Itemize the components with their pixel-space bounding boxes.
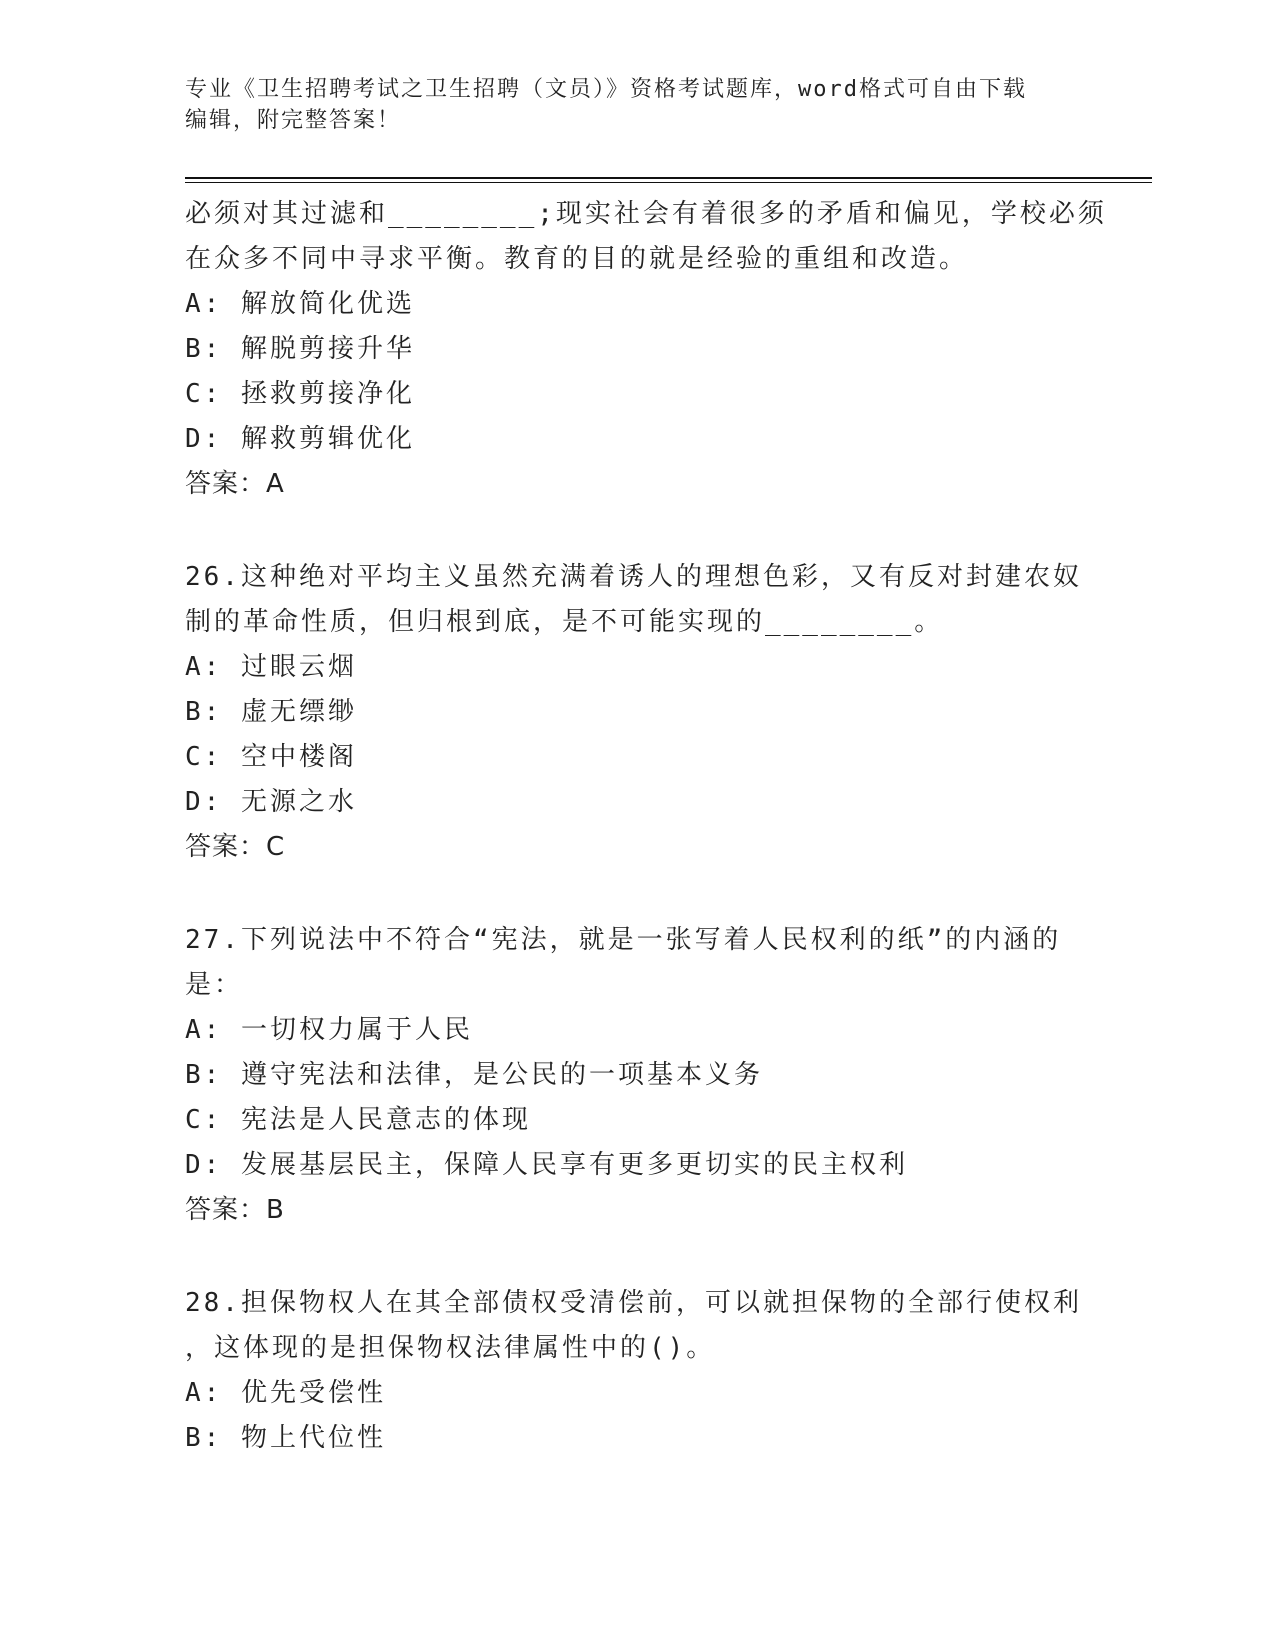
option-c: C: 拯救剪接净化 [185, 379, 415, 409]
question-text-line: 27.下列说法中不符合“宪法，就是一张写着人民权利的纸”的内涵的 [185, 925, 1062, 955]
option-b: B: 物上代位性 [185, 1423, 386, 1453]
question-text-line: ，这体现的是担保物权法律属性中的()。 [185, 1333, 716, 1363]
option-d: D: 解救剪辑优化 [185, 424, 415, 454]
answer: 答案：A [185, 469, 285, 499]
option-a: A: 一切权力属于人民 [185, 1015, 473, 1045]
option-c: C: 宪法是人民意志的体现 [185, 1105, 531, 1135]
document-header [185, 74, 1085, 136]
option-d: D: 发展基层民主，保障人民享有更多更切实的民主权利 [185, 1150, 908, 1180]
question-27 [185, 918, 1085, 1233]
answer: 答案：B [185, 1195, 285, 1225]
question-content [185, 192, 1107, 1461]
option-b: B: 遵守宪法和法律，是公民的一项基本义务 [185, 1060, 763, 1090]
question-text-line: 必须对其过滤和________;现实社会有着很多的矛盾和偏见，学校必须 [185, 199, 1107, 229]
question-text-line: 28.担保物权人在其全部债权受清偿前，可以就担保物的全部行使权利 [185, 1288, 1082, 1318]
header-rule-thick [185, 177, 1152, 179]
question-text-line: 制的革命性质，但归根到底，是不可能实现的________。 [185, 607, 944, 637]
question-text-line: 在众多不同中寻求平衡。教育的目的就是经验的重组和改造。 [185, 244, 969, 274]
option-a: A: 解放简化优选 [185, 289, 415, 319]
question-text-line: 26.这种绝对平均主义虽然充满着诱人的理想色彩，又有反对封建农奴 [185, 562, 1082, 592]
question-26 [185, 555, 1085, 870]
question-28 [185, 1281, 1085, 1461]
option-c: C: 空中楼阁 [185, 742, 357, 772]
option-b: B: 解脱剪接升华 [185, 334, 415, 364]
question-25 [185, 192, 1107, 507]
answer: 答案：C [185, 832, 286, 862]
option-a: A: 过眼云烟 [185, 652, 357, 682]
option-b: B: 虚无缥缈 [185, 697, 357, 727]
header-line-1: 专业《卫生招聘考试之卫生招聘（文员）》资格考试题库，word格式可自由下载 [185, 77, 1027, 102]
header-line-2: 编辑，附完整答案！ [185, 108, 402, 133]
header-rule-thin [185, 182, 1152, 183]
question-text-line: 是： [185, 970, 244, 1000]
option-a: A: 优先受偿性 [185, 1378, 386, 1408]
option-d: D: 无源之水 [185, 787, 357, 817]
